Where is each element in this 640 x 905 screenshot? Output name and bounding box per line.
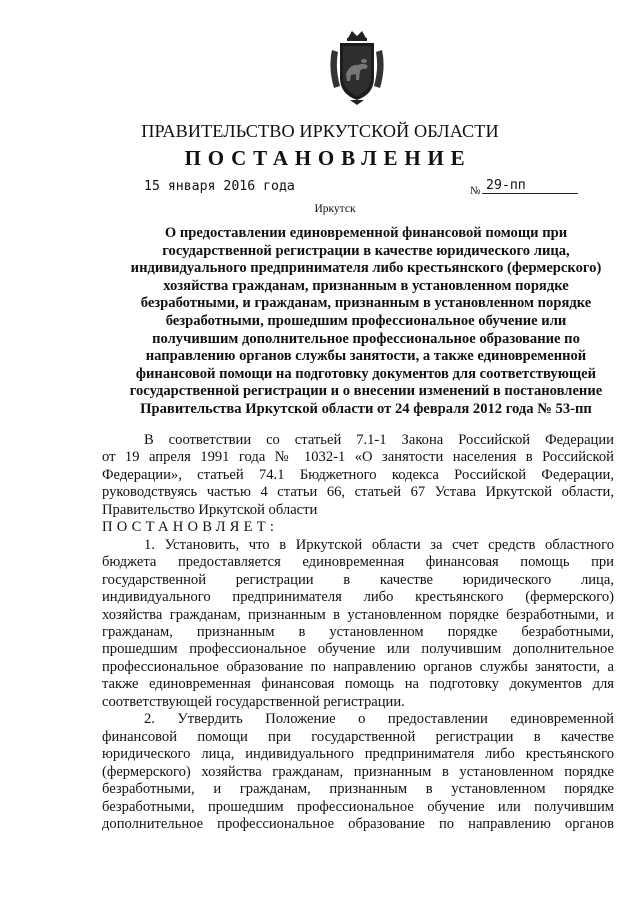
text-line: финансовой помощи при государственной регистрации в качестве: [102, 728, 614, 745]
text-line: государственной регистрации в качестве юридического лица,: [102, 571, 614, 588]
title-line: О предоставлении единовременной финансовой помощи при: [164, 225, 568, 241]
city-name: Иркутск: [314, 203, 356, 215]
text-line: безработными, и гражданам, признанным в установленном порядке: [102, 781, 614, 798]
title-line: хозяйства гражданам, признанным в установленном порядке: [163, 277, 569, 294]
government-name: ПРАВИТЕЛЬСТВО ИРКУТСКОЙ ОБЛАСТИ: [141, 121, 499, 141]
document-body: [102, 432, 614, 833]
item-2-paragraph: [102, 711, 614, 833]
document-title: [112, 225, 620, 419]
text-line: дополнительное профессиональное образование по направлению органов: [102, 815, 614, 832]
text-line: гражданам, признанным в установленном порядке безработными,: [102, 623, 614, 640]
text-line: также единовременная финансовая помощь на подготовку документов для: [102, 676, 614, 693]
title-line: получившим дополнительное профессиональное образование по: [152, 330, 580, 347]
text-line: соответствующей государственной регистрации.: [102, 693, 405, 710]
text-line: от 19 апреля 1991 года № 1032-1 «О занятости населения в Российской: [102, 449, 614, 466]
text-line: Правительство Иркутской области: [102, 501, 318, 518]
text-line: 1. Установить, что в Иркутской области за счет средств областного: [144, 536, 614, 553]
text-line: безработными, прошедшим профессиональное обучение или получившим: [102, 798, 614, 815]
text-line: профессиональное образование по направлению органов службы занятости, а: [102, 658, 614, 675]
document-number: 29-пп: [482, 179, 578, 194]
title-line: направлению органов службы занятости, а также единовременной: [145, 348, 587, 365]
number-label: №: [470, 185, 481, 197]
coat-of-arms-emblem: [326, 28, 388, 106]
text-line: руководствуясь частью 4 статьи 66, статьей 67 Устава Иркутской области,: [102, 484, 614, 501]
document-type: ПОСТАНОВЛЕНИЕ: [184, 146, 472, 170]
resolves-heading: ПОСТАНОВЛЯЕТ:: [102, 519, 279, 536]
text-line: хозяйства гражданам, признанным в установленном порядке безработными, и: [102, 606, 614, 623]
text-line: индивидуального предпринимателя либо крестьянского (фермерского): [102, 589, 614, 606]
text-line: В соответствии со статьей 7.1-1 Закона Российской Федерации: [144, 432, 614, 448]
text-line: юридического лица, индивидуального предпринимателя либо крестьянского: [102, 746, 614, 763]
title-line: безработными, и гражданам, признанным в установленном порядке: [140, 295, 592, 312]
title-line: индивидуального предпринимателя либо крестьянского (фермерского): [130, 260, 602, 277]
title-line: государственной регистрации в качестве юридического лица,: [162, 242, 570, 259]
document-date: 15 января 2016 года: [144, 179, 295, 194]
preamble-paragraph: [102, 432, 614, 519]
title-line: безработными, прошедшим профессиональное обучение или: [165, 312, 567, 329]
text-line: 2. Утвердить Положение о предоставлении единовременной: [144, 711, 614, 728]
item-1-paragraph: [102, 537, 614, 712]
text-line: прошедшим профессиональное обучение или получившим дополнительное: [102, 641, 614, 658]
title-line: финансовой помощи на подготовку документов для соответствующей: [135, 365, 597, 382]
text-line: бюджета предоставляется единовременная финансовая помощь при: [102, 554, 614, 571]
text-line: (фермерского) хозяйства гражданам, признанным в установленном порядке: [102, 763, 614, 780]
text-line: Федерации», статьей 74.1 Бюджетного кодекса Российской Федерации,: [102, 466, 614, 483]
title-line: Правительства Иркутской области от 24 февраля 2012 года № 53-пп: [140, 400, 592, 417]
title-line: государственной регистрации и о внесении изменений в постановление: [129, 383, 603, 400]
